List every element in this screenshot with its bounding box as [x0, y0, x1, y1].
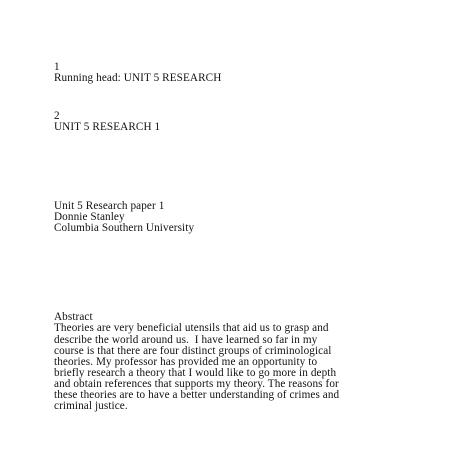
running-head-2: UNIT 5 RESEARCH 1	[54, 121, 161, 133]
running-head-1: Running head: UNIT 5 RESEARCH	[54, 72, 222, 84]
abstract-line: describe the world around us. I have learned so far in my	[54, 334, 318, 346]
page-number-2: 2	[54, 110, 60, 122]
abstract-line: briefly research a theory that I would like to go more in depth	[54, 367, 337, 379]
abstract-heading: Abstract	[54, 311, 93, 323]
paper-title: Unit 5 Research paper 1	[54, 200, 165, 212]
institution-name: Columbia Southern University	[54, 222, 195, 234]
page-number-1: 1	[54, 61, 60, 73]
abstract-line: criminal justice.	[54, 400, 128, 412]
abstract-line: Theories are very beneficial utensils that aid us to grasp and	[54, 322, 329, 334]
abstract-line: course is that there are four distinct groups of criminological	[54, 345, 332, 357]
abstract-line: theories. My professor has provided me an opportunity to	[54, 356, 318, 368]
abstract-line: these theories are to have a better understanding of crimes and	[54, 389, 340, 401]
author-name: Donnie Stanley	[54, 211, 125, 223]
abstract-line: and obtain references that supports my theory. The reasons for	[54, 378, 339, 390]
